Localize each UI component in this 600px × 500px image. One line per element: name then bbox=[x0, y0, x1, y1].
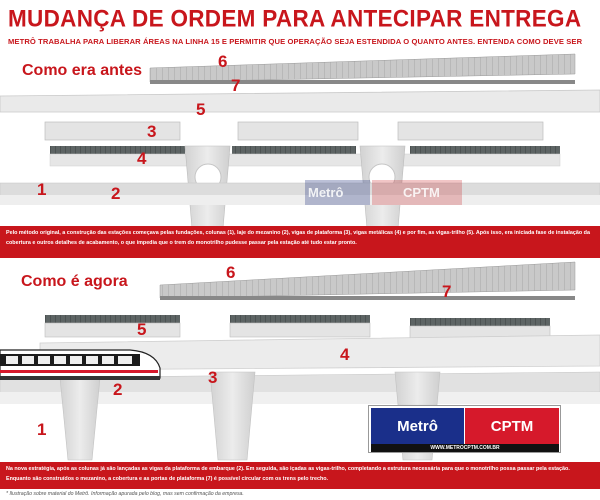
before-platform-beam-a bbox=[45, 122, 180, 140]
logo-metro: Metrô bbox=[371, 408, 464, 444]
after-marker-mezzanine: 3 bbox=[208, 368, 218, 387]
after-description: Na nova estratégia, após as colunas já são lançadas as vigas da plataforma de embarque (2). Em seguida, são içadas as vigas-trilho, completando a estrutura necessária para que o monotrilho possa passar pela estação. Enquanto são construídos o mezanino, a cobertura e as portas de plataforma (7) é possível circular com os trens pelo trecho. bbox=[0, 462, 600, 489]
after-section-label: Como é agora bbox=[18, 273, 131, 291]
before-metal-beam-b bbox=[232, 146, 356, 154]
after-marker-platform-beam: 2 bbox=[113, 380, 123, 399]
after-platform-a bbox=[45, 315, 180, 323]
before-description: Pelo método original, a construção das estações começava pelas fundações, colunas (1), laje do mezanino (2), vigas de plataforma (3), vigas metálicas (4) e por fim, as vigas-trilho (5). Após isso, era iniciada fase de instalação da cobertura e outros detalhes de acabamento, o que impedia que o trem do monotrilho pudesse passar pela estação até tudo estar pronto. bbox=[0, 226, 600, 258]
after-platform-b bbox=[230, 315, 370, 323]
before-watermark-cptm: CPTM bbox=[403, 185, 440, 200]
footnote: * Ilustração sobre material do Metrô. Informação apurada pelo blog, mas sem confirmação da empresa. bbox=[6, 491, 244, 497]
after-roof bbox=[160, 262, 575, 301]
after-marker-metal-beam: 4 bbox=[340, 345, 350, 364]
before-metal-beam-c bbox=[410, 146, 560, 154]
after-marker-guideway: 5 bbox=[137, 320, 147, 339]
page-title: MUDANÇA DE ORDEM PARA ANTECIPAR ENTREGA bbox=[8, 5, 582, 32]
before-platform-beam-b bbox=[238, 122, 358, 140]
after-column-left bbox=[60, 378, 100, 460]
before-roof-edge bbox=[150, 80, 575, 84]
before-watermark-metro: Metrô bbox=[308, 185, 344, 200]
logo-cptm: CPTM bbox=[465, 408, 559, 444]
logo-url: WWW.METROCPTM.COM.BR bbox=[371, 444, 559, 452]
monorail-train bbox=[0, 350, 160, 380]
before-marker-guideway: 5 bbox=[196, 100, 206, 119]
before-marker-platform-beam: 3 bbox=[147, 122, 157, 141]
before-marker-roof: 6 bbox=[218, 52, 228, 71]
after-marker-column: 1 bbox=[37, 420, 47, 439]
before-section-label: Como era antes bbox=[19, 62, 145, 80]
before-marker-platform-doors: 7 bbox=[231, 76, 241, 95]
before-roof bbox=[150, 54, 575, 82]
before-platform-beam-c bbox=[398, 122, 543, 140]
before-diagram bbox=[0, 54, 600, 240]
after-platform-c bbox=[410, 318, 550, 326]
before-metal-beam-a bbox=[50, 146, 185, 154]
after-marker-platform-doors: 7 bbox=[442, 282, 452, 301]
before-upper-slab bbox=[0, 90, 600, 112]
metro-cptm-logo bbox=[368, 405, 561, 453]
after-marker-roof: 6 bbox=[226, 263, 236, 282]
before-marker-column: 1 bbox=[37, 180, 47, 199]
before-marker-mezzanine: 2 bbox=[111, 184, 121, 203]
before-marker-metal-beam: 4 bbox=[137, 149, 147, 168]
page-subtitle: METRÔ TRABALHA PARA LIBERAR ÁREAS NA LINHA 15 E PERMITIR QUE OPERAÇÃO SEJA ESTENDIDA O QUANTO ANTES. ENTENDA COMO DEVE SER bbox=[8, 37, 583, 46]
